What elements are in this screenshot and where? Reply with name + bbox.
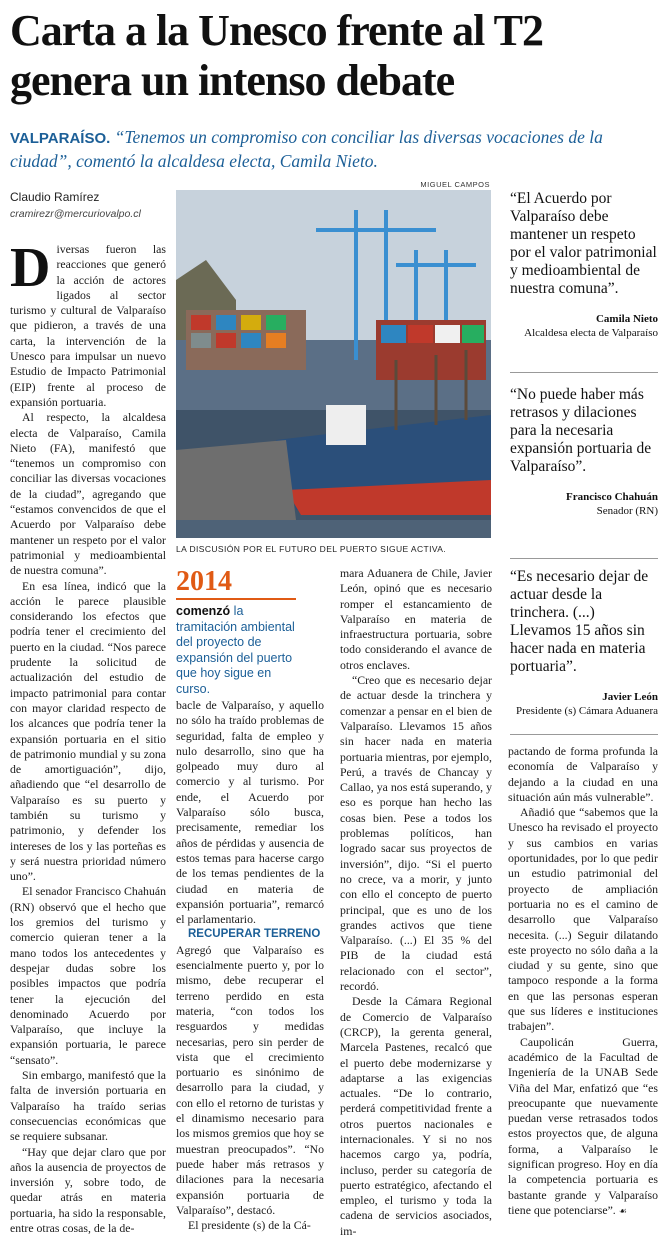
quote-author: Francisco Chahuán (566, 491, 658, 503)
fact-box (176, 566, 306, 697)
end-mark-icon: ☙ (618, 1206, 627, 1217)
quote-author: Javier León (602, 691, 658, 703)
author-name: Claudio Ramírez (10, 190, 100, 204)
paragraph: Al respecto, la alcaldesa electa de Valparaíso, Camila Nieto (FA), manifestó que “tenemos un compromiso con conciliar las diversas vocaciones de la ciudad”, agregando que “estamos convencidos de que el Acuerdo por Valparaíso debe mantener un respeto por el valor patrimonial y medioambiental de nuestra comuna”. (10, 410, 166, 578)
quote-divider (510, 372, 658, 373)
author-email: cramirezr@mercuriovalpo.cl (10, 208, 141, 220)
paragraph: mara Aduanera de Chile, Javier León, opinó que es necesario romper el estancamiento de Valparaíso en materia de infraestructura portuaria, sobre todo considerando el avance de otros enclaves. (340, 566, 492, 672)
quote-text: “El Acuerdo por Valparaíso debe mantener un respeto por el valor patrimonial y medioambiental de nuestra comuna”. (510, 190, 657, 297)
paragraph: bacle de Valparaíso, y aquello no sólo ha traído problemas de seguridad, falta de empleo y nulo desarrollo, sino que ha golpeado muy duro al comercio y al turismo. Por ende, el Acuerdo por Valparaíso sólo busca, precisamente, remediar los años de pérdidas y ausencia de estos temas para hacerse cargo de los temas pendientes de la ciudad en materia de expansión portuaria”, remarcó el parlamentario. (176, 698, 324, 927)
paragraph: Añadió que “sabemos que la Unesco ha revisado el proyecto y sus cambios en varias oportunidades, por lo que pedir un estudio patrimonial del proyecto de ampliación portuaria no es el camino de desarrollo que Valparaíso necesita. (...) Seguir dilatando este proyecto no sólo daña a la ciudad y su gente, sino que tampoco responde a la forma en que las personas esperan que sus líderes e instituciones trabajen”. (508, 805, 658, 1034)
port-photo (176, 190, 491, 538)
byline (10, 190, 165, 220)
pull-quote-2 (510, 386, 658, 518)
quote-role: Senador (RN) (596, 505, 658, 517)
quote-divider (510, 558, 658, 559)
fact-year: 2014 (176, 566, 232, 597)
deck (10, 126, 655, 173)
column-4 (508, 744, 658, 1220)
pull-quote-3 (510, 568, 658, 718)
fact-text: comenzó la tramitación ambiental del proyecto de expansión del puerto que hoy sigue en curso. (176, 604, 295, 696)
quote-divider (510, 734, 658, 735)
paragraph: pactando de forma profunda la economía de Valparaíso y dejando a la ciudad en una situación aún más vulnerable”. (508, 744, 658, 804)
paragraph: El senador Francisco Chahuán (RN) observó que el hecho que los gremios del turismo y comercio quieran tener a la mano todos los antecedentes y despejar dudas sobre los posibles impactos que podría tener la ejecución del denominado Acuerdo por Valparaíso, que incluye la expansión portuaria, le parece “sensato”. (10, 884, 166, 1067)
quote-author: Camila Nieto (595, 313, 658, 325)
port-illustration (176, 190, 491, 538)
deck-kicker: VALPARAÍSO. (10, 130, 111, 147)
photo-caption: LA DISCUSIÓN POR EL FUTURO DEL PUERTO SIGUE ACTIVA. (176, 544, 447, 554)
paragraph: Agregó que Valparaíso es esencialmente puerto y, por lo mismo, debe recuperar el terreno perdido en esta materia, “con todos los resguardos y medidas necesarias, pero sin perder de vista que el crecimiento portuario es sinónimo de desarrollo para la ciudad, y con ello el retorno de turistas y el dinamismo necesario para los mismos gremios que hoy se muestran preocupados”. “No puede haber más retrasos y dilaciones para la necesaria expansión portuaria de Valparaíso”, destacó. (176, 942, 324, 1217)
column-1 (10, 237, 166, 1236)
paragraph: Diversas fueron las reacciones que generó la acción de actores ligados al sector turismo y cultural de Valparaíso que pidieron, a través de una carta, la intervención de la Unesco para impulsar un nuevo Estudio de Impacto Patrimonial (EIP) frente al proceso de expansión portuaria. (10, 237, 166, 409)
paragraph: Sin embargo, manifestó que la falta de inversión portuaria en Valparaíso ha traído serias consecuencias económicas que se requiere subsanar. (10, 1068, 166, 1144)
pull-quote-1 (510, 190, 658, 340)
quote-text: “No puede haber más retrasos y dilaciones para la necesaria expansión portuaria de Valparaíso”. (510, 386, 652, 475)
headline: Carta a la Unesco frente al T2 genera un intenso debate (10, 6, 543, 105)
paragraph: El presidente (s) de la Cá- (188, 1218, 311, 1233)
paragraph: “Hay que dejar claro que por años la ausencia de proyectos de inversión y, sobre todo, de quedar atrás en materia portuaria, ha sido la responsable, entre otras cosas, de la de- (10, 1144, 166, 1235)
photo-credit: MIGUEL CAMPOS (420, 180, 490, 189)
column-2 (176, 698, 324, 1233)
column-3 (340, 566, 492, 1239)
paragraph: “Creo que es necesario dejar de actuar desde la trinchera y comenzar a pensar en el bien de Valparaíso. Llevamos 15 años sin hacer nada en materia portuaria mientras, por ejemplo, Perú, a través de Chancay y Callao, ya nos está superando, y eso es porque han hecho las cosas bien. Pese a todos los problemas políticos, han logrado sacar sus proyectos de inversión”, dijo. “Si el puerto no crece, va a morir, y junto con ello el concepto de puerto principal, que es uno de los grandes activos que tiene Valparaíso. (...) El 35 % del PIB de la ciudad está relacionado con el sector”, recordó. (340, 673, 492, 994)
fact-rule (176, 598, 296, 600)
quote-role: Alcaldesa electa de Valparaíso (524, 327, 658, 339)
deck-text: “Tenemos un compromiso con conciliar las diversas vocaciones de la ciudad”, comentó la alcaldesa electa, Camila Nieto. (10, 127, 603, 171)
paragraph: En esa línea, indicó que la acción le parece plausible considerando los efectos que podría tener el crecimiento del puerto en la ciudad. “Nos parece prudente la solicitud de actualización del estudio de impacto patrimonial para contar con mayor claridad respecto de los alcances que podría tener la expansión portuaria en el sitio de patrimonio mundial y su zona de amortiguación”, dijo, añadiendo que “el desarrollo de Valparaíso es su puerto y también su turismo y patrimonio, y defender los intereses de los y las porteñas es y será nuestra prioridad número uno”. (10, 578, 166, 884)
paragraph: Caupolicán Guerra, académico de la Facultad de Ingeniería de la UNAB Sede Viña del Mar, enfatizó que “es preocupante que nuevamente puedan verse retrasados todos estos proyectos que, de alguna forma, a Valparaíso le significan progreso. Hoy en día la competencia portuaria es bastante grande y Valparaíso tiene que potenciarse”. ☙ (508, 1034, 658, 1217)
quote-role: Presidente (s) Cámara Aduanera (515, 705, 658, 717)
paragraph: Desde la Cámara Regional de Comercio de Valparaíso (CRCP), la gerenta general, Marcela Pastenes, recalcó que el puerto debe modernizarse y adaptarse a las exigencias actuales. “De lo contrario, perderá competitividad frente a otros puertos nacionales e internacionales. Y si no nos hacemos cargo ya, podría, incluso, perder su categoría de puerto estratégico, afectando el empleo, el turismo y toda la cadena de servicios asociados, im- (340, 994, 492, 1238)
dropcap: D (10, 237, 51, 299)
subhead: RECUPERAR TERRENO (188, 928, 321, 941)
quote-text: “Es necesario dejar de actuar desde la trinchera. (...) Llevamos 15 años sin hacer nada en materia portuaria”. (510, 568, 649, 675)
